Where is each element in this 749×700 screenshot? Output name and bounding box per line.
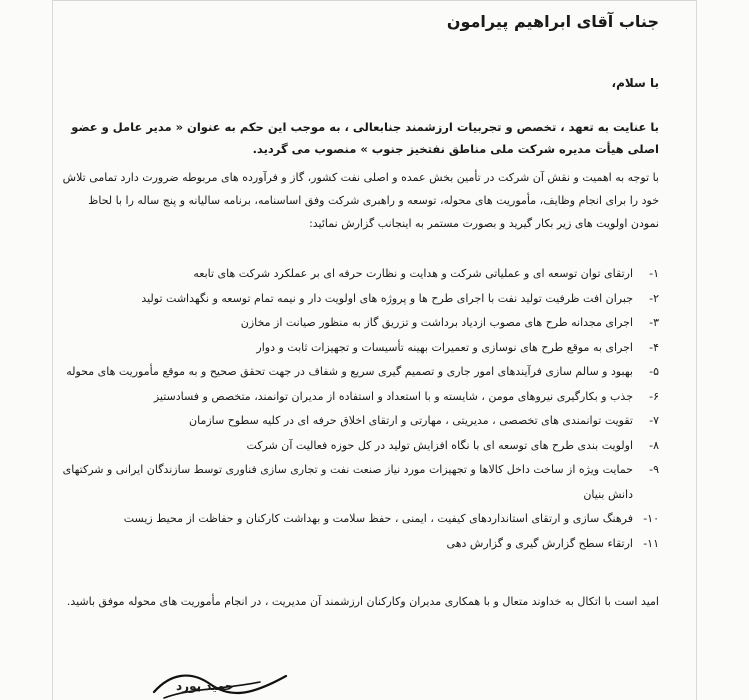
directive-paragraph: با توجه به اهمیت و نقش آن شرکت در تأمین بخش عمده و اصلی نفت کشور، گاز و فرآورده های مربوطه ضرورت دارد تمامی تلاش خود را برای انجام وظایف، مأموریت های محوله، توسعه و راهبری شرکت وفق اساسنامه، برنامه سالیانه و پنج ساله را با لحاظ نمودن اولویت های زیر بکار گیرید و بصورت مستمر به اینجانب گزارش نمائید: — [62, 171, 659, 230]
salutation: با سلام، — [611, 76, 659, 90]
addressee-heading: جناب آقای ابراهیم پیرامون — [446, 12, 659, 31]
list-item — [59, 287, 659, 312]
list-item — [59, 507, 659, 532]
list-item-text: اجرای به موقع طرح های نوسازی و تعمیرات بهینه تأسیسات و تجهیزات ثابت و دوار — [256, 340, 633, 354]
page-border-left — [52, 0, 53, 700]
list-item-number: ۸- — [649, 438, 659, 452]
list-item-number: ۳- — [649, 316, 659, 329]
list-item-text: اولویت بندی طرح های توسعه ای با نگاه افزایش تولید در کل حوزه فعالیت آن شرکت — [246, 438, 633, 452]
list-item-number: ۹- — [649, 463, 659, 476]
page-border-right — [696, 0, 697, 700]
page-border-top — [52, 0, 697, 1]
list-item — [59, 458, 659, 507]
list-item-number: ۱۰- — [643, 512, 659, 525]
list-item — [59, 262, 659, 287]
list-item — [59, 336, 659, 361]
list-item-number: ۶- — [649, 389, 659, 403]
list-item — [59, 385, 659, 410]
closing-paragraph: امید است با اتکال به خداوند متعال و با همکاری مدیران وکارکنان ارزشمند آن مدیریت ، در انجام مأموریت های محوله موفق باشید. — [66, 595, 659, 608]
list-item-number: ۱- — [649, 267, 659, 280]
list-item-text: تقویت توانمندی های تخصصی ، مدیریتی ، مهارتی و ارتقای اخلاق حرفه ای در کلیه سطوح سازمان — [189, 414, 633, 427]
list-item-text: جبران افت ظرفیت تولید نفت با اجرای طرح ها و پروژه های اولویت دار و نیمه تمام توسعه و نگهداشت تولید — [141, 291, 633, 305]
list-item-text: فرهنگ سازی و ارتقای استانداردهای کیفیت ، ایمنی ، حفظ سلامت و بهداشت کارکنان و حفاظت از محیط زیست — [123, 512, 633, 525]
list-item-number: ۲- — [649, 291, 659, 305]
list-item-text: حمایت ویژه از ساخت داخل کالاها و تجهیزات مورد نیاز صنعت نفت و تجاری سازی فناوری توسط سازندگان ایرانی و شرکتهای دانش بنیان — [62, 463, 633, 501]
list-item — [59, 360, 659, 385]
intro-paragraph: با عنایت به تعهد ، تخصص و تجربیات ارزشمند جنابعالی ، به موجب این حکم به عنوان « مدیر عامل و عضو اصلی هیأت مدیره شرکت ملی مناطق نفتخیز جنوب » منصوب می گردید. — [71, 120, 659, 156]
list-item-number: ۷- — [649, 414, 659, 427]
list-item — [59, 409, 659, 434]
list-item — [59, 434, 659, 459]
list-item-number: ۱۱- — [643, 536, 659, 550]
list-item — [59, 532, 659, 557]
list-item-number: ۴- — [649, 340, 659, 354]
list-item — [59, 311, 659, 336]
list-item-number: ۵- — [649, 365, 659, 378]
list-item-text: اجرای مجدانه طرح های مصوب ازدیاد برداشت و تزریق گاز به منظور صیانت از مخازن — [240, 316, 633, 329]
list-item-text: بهبود و سالم سازی فرآیندهای امور جاری و تصمیم گیری سریع و شفاف در جهت تحقق صحیح و به موقع مأموریت های محوله — [66, 365, 633, 378]
list-item-text: ارتقای توان توسعه ای و عملیاتی شرکت و هدایت و نظارت حرفه ای بر عملکرد شرکت های تابعه — [193, 267, 633, 280]
list-item-text: جذب و بکارگیری نیروهای مومن ، شایسته و با استعداد و استفاده از مدیران توانمند، متخصص و فسادستیز — [153, 389, 633, 403]
priority-list — [59, 262, 659, 556]
signature-name: جمید بورد — [176, 679, 234, 693]
list-item-text: ارتقاء سطح گزارش گیری و گزارش دهی — [446, 536, 633, 550]
